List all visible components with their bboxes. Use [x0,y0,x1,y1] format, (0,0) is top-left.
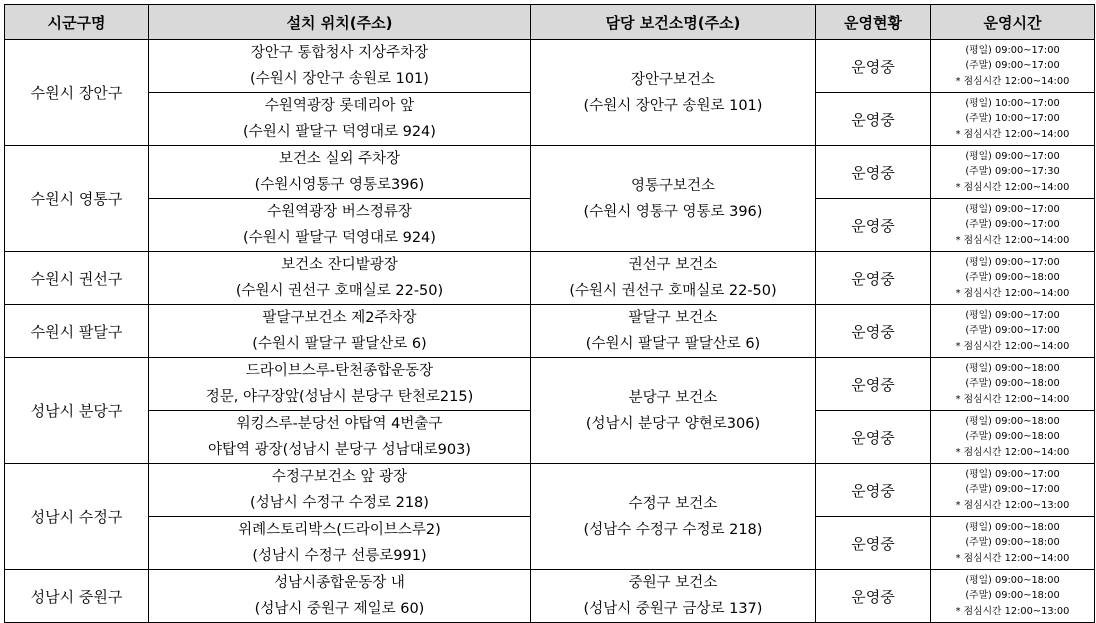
hours-line: (주말) 09:00~18:00 [965,378,1060,390]
hours-line: (평일) 09:00~17:00 [965,468,1060,480]
hours-line: (주말) 09:00~17:00 [965,60,1060,72]
center-cell [531,464,816,570]
location-line: (성남시 수정구 선릉로991) [252,548,427,564]
lunch-note: * 점심시간 12:00~13:00 [955,499,1070,511]
table-row [5,146,1095,199]
hours-line: (평일) 09:00~17:00 [965,203,1060,215]
hours-cell [931,464,1095,517]
location-line: 워킹스루-분당선 야탑역 4번출구 [236,416,443,432]
location-line: 수원역광장 롯데리아 앞 [264,98,415,114]
location-cell [149,464,531,517]
location-line: 수정구보건소 앞 광장 [271,469,408,485]
center-cell [531,358,816,464]
status-cell: 운영중 [816,464,931,517]
location-line: (수원시영통구 영통로396) [254,177,425,193]
location-line: (수원시 권선구 호매실로 22-50) [235,283,444,299]
center-cell [531,305,816,358]
center-line: (수원시 장안구 송원로 101) [583,97,763,114]
header-hours: 운영시간 [931,5,1095,40]
location-cell [149,40,531,93]
region-cell: 수원시 영통구 [5,146,149,252]
status-cell: 운영중 [816,252,931,305]
location-line: 수원역광장 버스정류장 [267,204,412,220]
location-line: (수원시 팔달구 덕영대로 924) [243,124,436,140]
table-row [5,464,1095,517]
hours-line: (주말) 10:00~17:00 [965,113,1060,125]
hours-line: (평일) 09:00~18:00 [965,362,1060,374]
table-row [5,570,1095,623]
center-cell [531,570,816,623]
location-line: (수원시 팔달구 덕영대로 924) [243,230,436,246]
location-cell [149,517,531,570]
hours-line: (평일) 09:00~17:00 [965,150,1060,162]
center-line: 분당구 보건소 [628,389,718,406]
testing-site-table [4,4,1095,623]
hours-line: (평일) 09:00~17:00 [965,309,1060,321]
center-line: (수원시 영통구 영통로 396) [583,203,763,220]
location-line: 보건소 실외 주차장 [278,151,401,167]
hours-line: (평일) 09:00~17:00 [965,44,1060,56]
hours-line: (평일) 09:00~18:00 [965,415,1060,427]
location-line: (성남시 중원구 제일로 60) [254,601,425,617]
region-cell: 성남시 분당구 [5,358,149,464]
hours-line: (평일) 09:00~18:00 [965,574,1060,586]
location-line: 야탑역 광장(성남시 분당구 성남대로903) [208,442,471,458]
center-line: 중원구 보건소 [628,575,718,591]
lunch-note: * 점심시간 12:00~13:00 [955,605,1070,617]
hours-line: (주말) 09:00~17:30 [965,166,1060,178]
lunch-note: * 점심시간 12:00~14:00 [955,75,1070,87]
location-line: (수원시 장안구 송원로 101) [250,71,429,87]
hours-line: (주말) 09:00~18:00 [965,431,1060,443]
status-cell: 운영중 [816,93,931,146]
center-cell [531,146,816,252]
status-cell: 운영중 [816,146,931,199]
hours-line: (평일) 09:00~17:00 [965,256,1060,268]
table-row [5,252,1095,305]
lunch-note: * 점심시간 12:00~14:00 [955,128,1070,140]
hours-cell [931,358,1095,411]
hours-line: (평일) 10:00~17:00 [965,97,1060,109]
hours-line: (평일) 09:00~18:00 [965,521,1060,533]
hours-cell [931,146,1095,199]
lunch-note: * 점심시간 12:00~14:00 [955,234,1070,246]
location-cell [149,411,531,464]
region-cell: 수원시 팔달구 [5,305,149,358]
region-cell: 성남시 중원구 [5,570,149,623]
lunch-note: * 점심시간 12:00~14:00 [955,446,1070,458]
table-body [5,40,1095,623]
header-region: 시군구명 [5,5,149,40]
location-cell [149,252,531,305]
status-cell: 운영중 [816,570,931,623]
center-cell [531,252,816,305]
location-line: 정문, 야구장앞(성남시 분당구 탄천로215) [205,389,474,405]
table-row [5,40,1095,93]
location-line: 위례스토리박스(드라이브스루2) [238,522,441,538]
hours-cell [931,305,1095,358]
status-cell: 운영중 [816,199,931,252]
hours-line: (주말) 09:00~17:00 [965,219,1060,231]
status-cell: 운영중 [816,517,931,570]
hours-cell [931,199,1095,252]
center-line: (성남시 분당구 양현로306) [585,415,761,432]
hours-line: (주말) 09:00~17:00 [965,325,1060,337]
hours-cell [931,570,1095,623]
hours-line: (주말) 09:00~18:00 [965,272,1060,284]
location-cell [149,199,531,252]
header-status: 운영현황 [816,5,931,40]
hours-cell [931,411,1095,464]
hours-line: (주말) 09:00~17:00 [965,484,1060,496]
location-cell [149,146,531,199]
location-line: (성남시 수정구 수정로 218) [250,495,429,511]
region-cell: 수원시 권선구 [5,252,149,305]
header-location: 설치 위치(주소) [149,5,531,40]
status-cell: 운영중 [816,40,931,93]
status-cell: 운영중 [816,358,931,411]
center-line: (수원시 팔달구 팔달산로 6) [585,336,761,352]
table-row [5,305,1095,358]
center-line: 권선구 보건소 [628,257,718,273]
region-cell: 수원시 장안구 [5,40,149,146]
region-cell: 성남시 수정구 [5,464,149,570]
location-line: 성남시종합운동장 내 [274,575,405,591]
center-cell [531,40,816,146]
location-line: 드라이브스루-탄천종합운동장 [245,363,434,379]
location-line: 보건소 잔디밭광장 [281,257,398,273]
lunch-note: * 점심시간 12:00~14:00 [955,340,1070,352]
hours-cell [931,40,1095,93]
location-cell [149,93,531,146]
hours-cell [931,252,1095,305]
status-cell: 운영중 [816,411,931,464]
hours-line: (주말) 09:00~18:00 [965,537,1060,549]
center-line: 장안구보건소 [630,71,716,88]
location-line: 팔달구보건소 제2주차장 [262,310,417,326]
location-cell [149,570,531,623]
center-line: (성남시 중원구 금상로 137) [583,601,763,617]
lunch-note: * 점심시간 12:00~14:00 [955,552,1070,564]
center-line: 수정구 보건소 [628,495,718,512]
status-cell: 운영중 [816,305,931,358]
hours-line: (주말) 09:00~18:00 [965,590,1060,602]
center-line: (수원시 권선구 호매실로 22-50) [569,283,777,299]
center-line: 영통구보건소 [630,177,716,194]
hours-cell [931,93,1095,146]
center-line: 팔달구 보건소 [628,310,718,326]
lunch-note: * 점심시간 12:00~14:00 [955,393,1070,405]
lunch-note: * 점심시간 12:00~14:00 [955,181,1070,193]
location-line: 장안구 통합청사 지상주차장 [250,45,429,61]
hours-cell [931,517,1095,570]
center-line: (성남수 수정구 수정로 218) [583,521,763,538]
location-line: (수원시 팔달구 팔달산로 6) [252,336,427,352]
lunch-note: * 점심시간 12:00~14:00 [955,287,1070,299]
table-header [5,5,1095,40]
location-cell [149,305,531,358]
header-center: 담당 보건소명(주소) [531,5,816,40]
table-row [5,358,1095,411]
location-cell [149,358,531,411]
